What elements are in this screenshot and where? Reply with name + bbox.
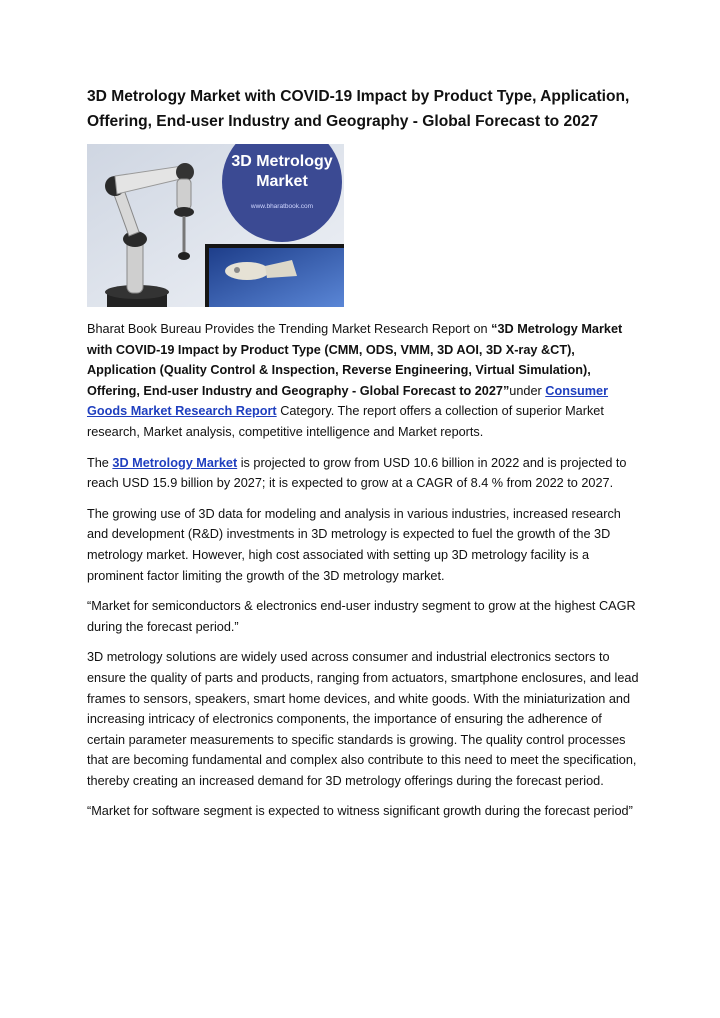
software-quote: “Market for software segment is expected to witness significant growth during the forecast period” [87,804,633,819]
intro-under: under [509,383,546,398]
document-body [87,84,643,822]
intro-tail: Category. The report offers a collection of superior Market research, Market analysis, competitive intelligence and Market reports. [87,404,604,439]
3d-metrology-market-link[interactable]: 3D Metrology Market [112,455,238,470]
image-heading-line2: Market [256,173,308,190]
image-heading-line1: 3D Metrology [231,153,333,170]
consumer-goods-link[interactable]: Consumer Goods Market Research Report [87,383,609,419]
para2-lead: The [87,455,113,470]
semiconductor-quote: “Market for semiconductors & electronics end-user industry segment to grow at the highest CAGR during the forecast period.” [87,599,636,634]
electronics-paragraph: 3D metrology solutions are widely used across consumer and industrial electronics sectors to ensure the quality of parts and products, ranging from actuators, smartphone enclosures, and lead frames to sensors, speakers, smart home devices, and white goods. With the miniaturization and increasing intricacy of electronics components, the importance of ensuring the adherence of certain parameter measurements to specific standards is growing. The quality control processes that are becoming fundamental and complex also contribute to this need to meet the specification, thereby creating an increased demand for 3D metrology offerings during the forecast period. [87,650,639,788]
intro-lead: Bharat Book Bureau Provides the Trending Market Research Report on [87,322,492,336]
report-cover-image [87,144,344,307]
para2-tail: is projected to grow from USD 10.6 billion in 2022 and is projected to reach USD 15.9 billion by 2027; it is expected to grow at a CAGR of 8.4 % from 2022 to 2027. [87,455,627,491]
market-size-paragraph [87,453,643,494]
document-title: 3D Metrology Market with COVID-19 Impact by Product Type, Application, Offering, End-user Industry and Geography - Global Forecast to 2027 [87,88,630,130]
growth-drivers-paragraph: The growing use of 3D data for modeling and analysis in various industries, increased research and development (R&D) investments in 3D metrology is expected to fuel the growth of the 3D metrology market. However, high cost associated with setting up 3D metrology facility is a prominent factor limiting the growth of the 3D metrology market. [87,506,621,583]
intro-paragraph [87,319,643,443]
monitor-illustration [205,244,344,307]
intro-report-title: “3D Metrology Market with COVID-19 Impact by Product Type (CMM, ODS, VMM, 3D AOI, 3D X-ray &CT), Application (Quality Control & Inspection, Reverse Engineering, Virtual Simulation), Offering, End-user Industry and Geography - Global Forecast to 2027” [87,322,623,398]
image-url: www.bharatbook.com [250,203,314,210]
